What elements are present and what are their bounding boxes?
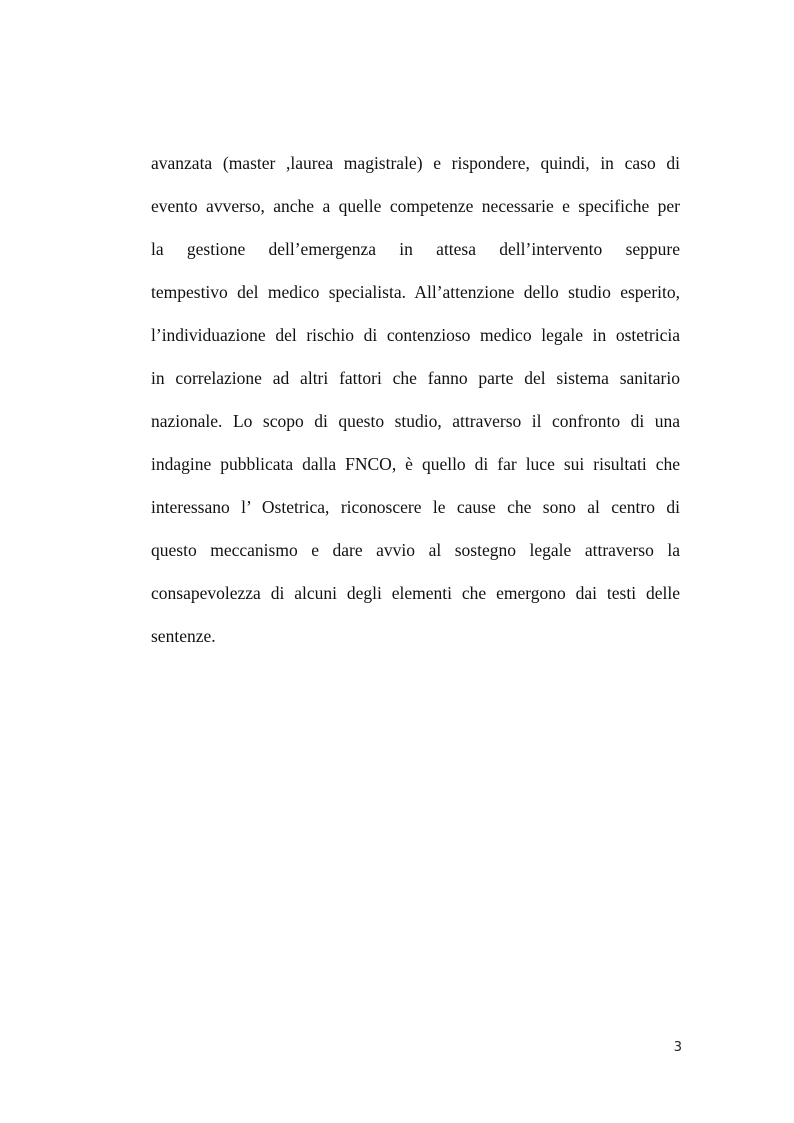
paragraph-line: consapevolezza di alcuni degli elementi che emergono dai testi delle	[151, 583, 680, 603]
paragraph-line: questo meccanismo e dare avvio al sostegno legale attraverso la	[151, 540, 680, 560]
paragraph-line: in correlazione ad altri fattori che fanno parte del sistema sanitario	[151, 368, 680, 388]
paragraph-line: avanzata (master ,laurea magistrale) e rispondere, quindi, in caso di	[151, 153, 680, 173]
paragraph-line: evento avverso, anche a quelle competenze necessarie e specifiche per	[151, 196, 680, 216]
paragraph-line: nazionale. Lo scopo di questo studio, attraverso il confronto di una	[151, 411, 680, 431]
paragraph-line: indagine pubblicata dalla FNCO, è quello di far luce sui risultati che	[151, 454, 680, 474]
page-number: 3	[673, 1040, 682, 1055]
paragraph-line: sentenze.	[151, 626, 216, 646]
paragraph-line: l’individuazione del rischio di contenzioso medico legale in ostetricia	[151, 325, 680, 345]
paragraph-line: interessano l’ Ostetrica, riconoscere le cause che sono al centro di	[151, 497, 680, 517]
body-paragraph	[151, 148, 680, 664]
paragraph-line: tempestivo del medico specialista. All’attenzione dello studio esperito,	[151, 282, 680, 302]
paragraph-line: la gestione dell’emergenza in attesa dell’intervento seppure	[151, 239, 680, 259]
